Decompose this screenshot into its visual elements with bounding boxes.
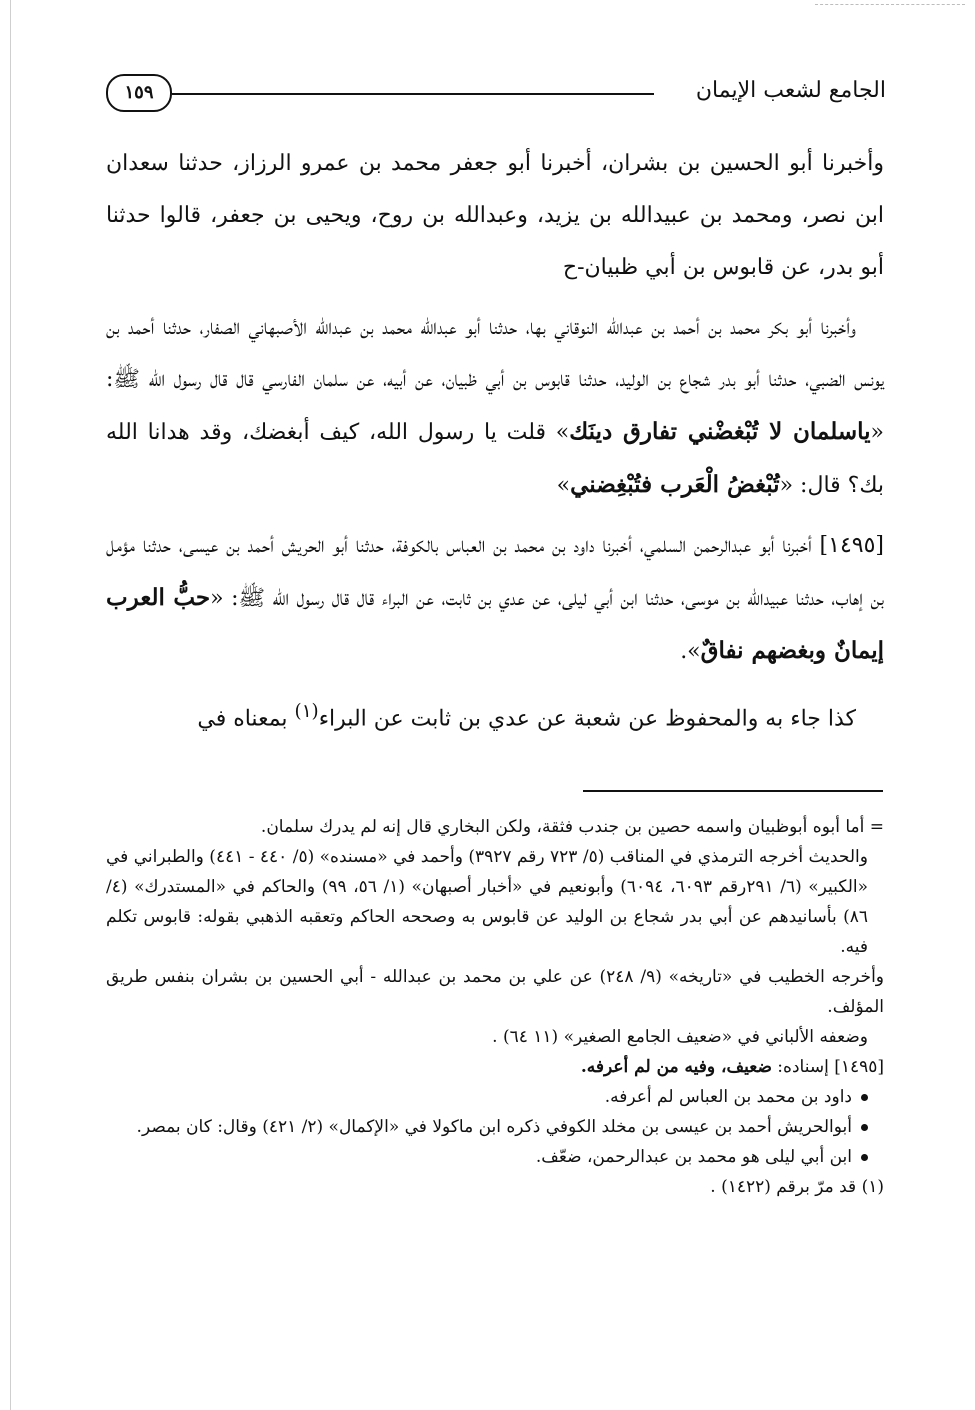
corner-dashes [815, 4, 965, 6]
main-text [106, 138, 884, 753]
paragraph-3 [106, 520, 884, 678]
footnote-takhrij: والحديث أخرجه الترمذي في المناقب (٥/ ٧٢٣ رقم ٣٩٢٧) وأحمد في «مسنده» (٥/ ٤٤٠ - ٤٤١) والطبراني في «الكبير» (٦/ ٢٩١رقم ٦٠٩٣، ٦٠٩٤) وأبونعيم في «أخبار أصبهان» (١/ ٥٦، ٩٩) والحاكم في «المستدرك» (٤/ ٨٦) بأسانيدهم عن أبي بدر شجاع بن الوليد عن قابوس به وصححه الحاكم وتعقبه الذهبي بقوله: قابوس تكلم فيه. [106, 847, 869, 957]
list-item-text: داود بن محمد بن العباس لم أعرفه. [604, 1087, 852, 1107]
page-number: ١٥٩ [106, 74, 172, 112]
running-title: الجامع لشعب الإيمان [695, 78, 886, 103]
footnotes [106, 812, 884, 1202]
footnote-albani: وضعفه الألباني في «ضعيف الجامع الصغير» (١١ ٦٤) . [492, 1027, 868, 1047]
footnote-reference: (١) [294, 701, 319, 722]
footnote-isnad-grade: ضعيف، وفيه من لم أعرفه. [580, 1057, 772, 1077]
paragraph-2-text-c: » [556, 473, 571, 498]
paragraph-2 [106, 302, 884, 512]
paragraph-2-text-b: » قلت يا رسول الله، كيف أبغضك، وقد هدانا الله بك؟ قال: « [106, 420, 884, 498]
list-item [106, 1142, 868, 1172]
bullet-icon [861, 1154, 868, 1161]
footnote-isnad-number: [١٤٩٥] إسناده: [771, 1057, 884, 1077]
page-header [106, 74, 886, 118]
list-item [106, 1112, 868, 1142]
footnote-isnad [106, 1052, 884, 1082]
paragraph-4 [106, 686, 884, 745]
paragraph-3-text-b: ». [680, 639, 701, 664]
header-rule [172, 93, 654, 95]
footnote-1: (١) قد مرّ برقم (١٤٢٢) . [710, 1177, 884, 1197]
paragraph-4-text-a: كذا جاء به والمحفوظ عن شعبة عن عدي بن ثابت عن البراء [318, 706, 856, 732]
paragraph-3-text-a: [١٤٩٥] أخبرنا أبو عبدالرحمن السلمي، أخبرنا داود بن محمد بن العباس بالكوفة، حدثنا أبو الحريش أحمد بن عيسى، حدثنا مؤمل بن إهاب، حدثنا عبيدالله بن موسى، حدثنا ابن أبي ليلى، عن عدي بن ثابت، عن البراء قال قال رسول الله ﷺ: « [106, 533, 884, 611]
bullet-icon [861, 1124, 868, 1131]
hadith-text-2: تُبْغضُ الْعَرب فتُبْغِضني [570, 471, 780, 498]
list-item-text: ابن أبي ليلى هو محمد بن عبدالرحمن، ضعّف. [535, 1147, 852, 1167]
paragraph-1 [106, 138, 884, 294]
paragraph-2-text-a: وأخبرنا أبو بكر محمد بن أحمد بن عبدالله النوقاني بها، حدثنا أبو عبدالله محمد بن عبدالله الأصبهاني الصفار، حدثنا أحمد بن يونس الضبي، حدثنا أبو بدر شجاع بن الوليد، حدثنا قابوس بن أبي ظبيان، عن أبيه، عن سلمان الفارسي قال قال رسول الله ﷺ: « [106, 315, 884, 445]
list-item-text: أبوالحريش أحمد بن عيسى بن مخلد الكوفي ذكره ابن ماكولا في «الإكمال» (٢/ ٤٢١) وقال: كان بمصر. [136, 1117, 852, 1137]
footnote-rule [583, 790, 883, 792]
hadith-text-3: حبُّ العرب إيمانٌ وبغضهم نفاقٌ [106, 584, 884, 664]
footnote-continuation: = أما أبوه أبوظبيان واسمه حصين بن جندب فثقة، ولكن البخاري قال إنه لم يدرك سلمان. [260, 817, 884, 837]
list-item [106, 1082, 868, 1112]
footnote-bullet-list [106, 1082, 884, 1172]
page-edge-line [10, 0, 11, 1410]
paragraph-1-text: وأخبرنا أبو الحسين بن بشران، أخبرنا أبو جعفر محمد بن عمرو الرزاز، حدثنا سعدان ابن نصر، ومحمد بن عبيدالله بن يزيد، وعبدالله بن روح، ويحيى بن جعفر، قالوا حدثنا أبو بدر، عن قابوس بن أبي ظبيان-ح [106, 151, 884, 280]
hadith-text-1: ياسلمان لا تُبْغضْني تفارق دينَك [569, 418, 871, 445]
bullet-icon [861, 1094, 868, 1101]
paragraph-4-text-b: بمعناه في [197, 706, 295, 732]
footnote-khatib: وأخرجه الخطيب في «تاريخه» (٩/ ٢٤٨) عن علي بن محمد بن عبدالله - أبي الحسين بن بشران بنفس طريق المؤلف. [106, 967, 885, 1017]
